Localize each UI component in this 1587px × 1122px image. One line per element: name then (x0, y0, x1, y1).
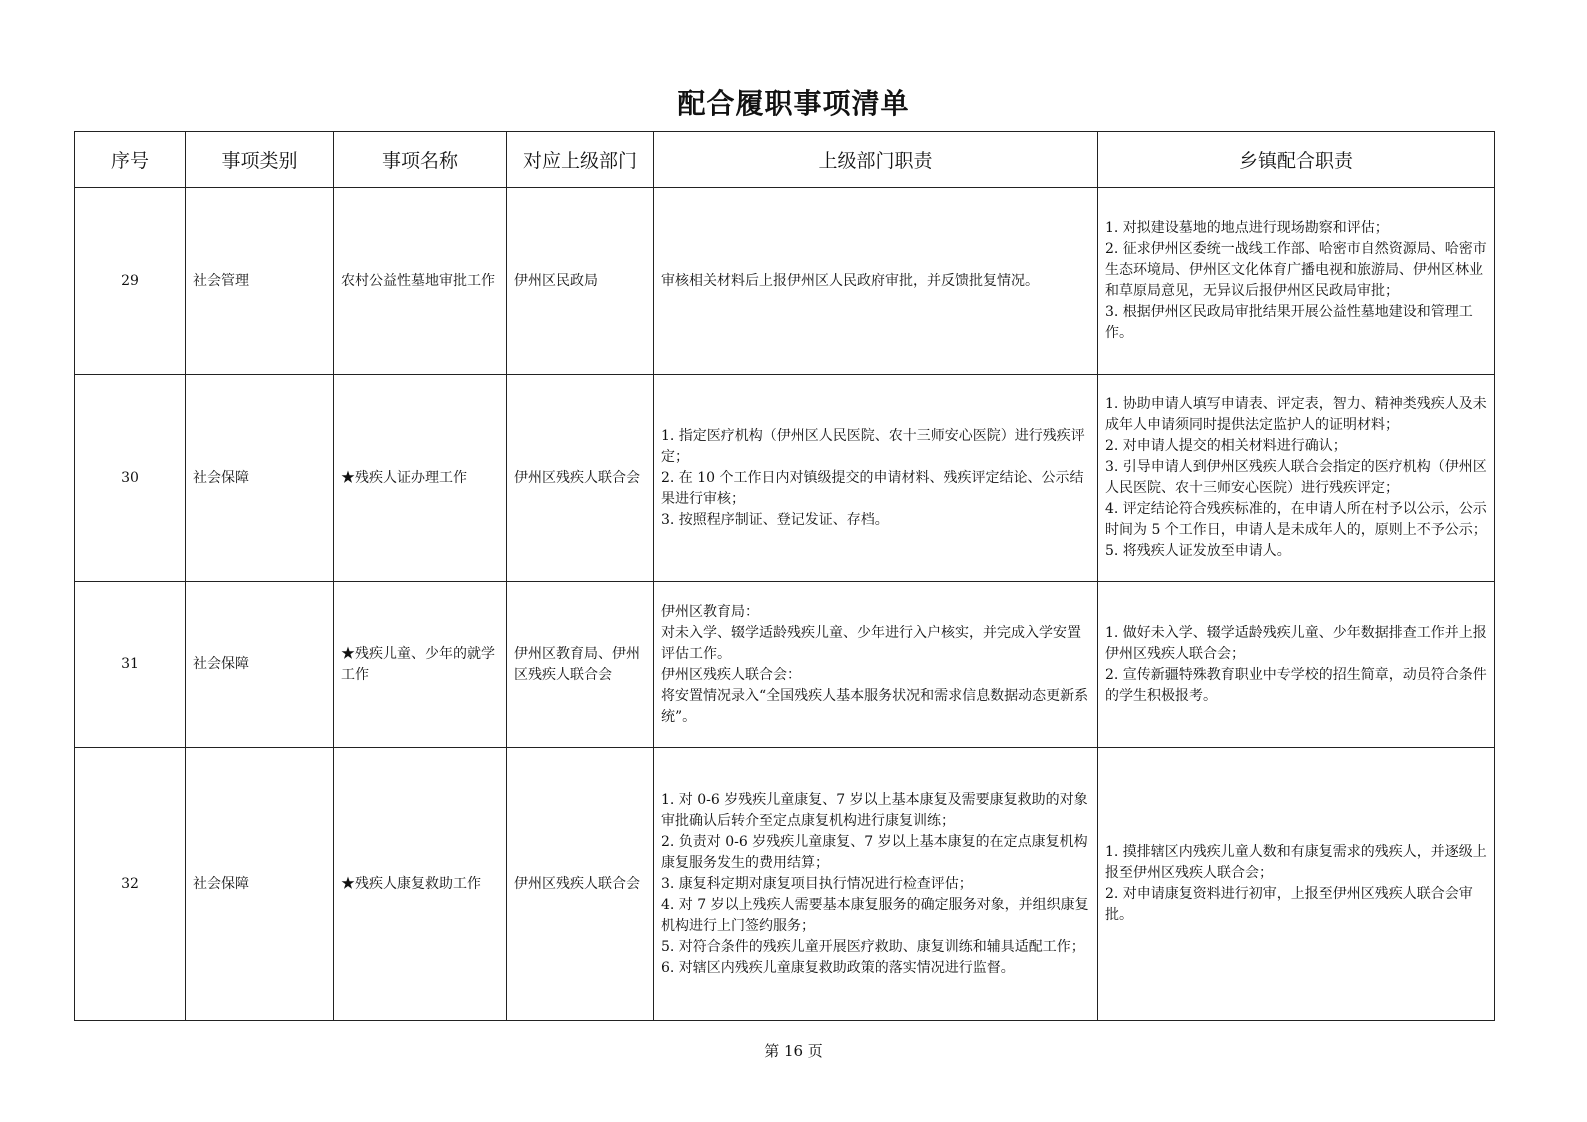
table-row (75, 188, 1495, 375)
duty-line: 2. 在 10 个工作日内对镇级提交的申请材料、残疾评定结论、公示结果进行审核； (661, 469, 1084, 507)
cell-upper-duty (654, 188, 1098, 375)
duty-line: 对未入学、辍学适龄残疾儿童、少年进行入户核实，并完成入学安置评估工作。 (661, 624, 1081, 662)
cell-no: 31 (75, 581, 186, 747)
cell-no: 30 (75, 375, 186, 581)
duty-line: 5. 将残疾人证发放至申请人。 (1105, 543, 1291, 560)
page-title: 配合履职事项清单 (677, 87, 910, 120)
cell-upper-duty (654, 748, 1098, 1021)
duty-line: 1. 摸排辖区内残疾儿童人数和有康复需求的残疾人，并逐级上报至伊州区残疾人联合会； (1105, 844, 1487, 882)
table-row (75, 581, 1495, 747)
header-town-duty: 乡镇配合职责 (1098, 132, 1495, 188)
cell-no: 29 (75, 188, 186, 375)
cell-category: 社会保障 (186, 375, 334, 581)
cell-upper-duty (654, 581, 1098, 747)
table-header-row (75, 132, 1495, 188)
duty-line: 伊州区残疾人联合会： (661, 666, 801, 683)
header-upper-duty: 上级部门职责 (654, 132, 1098, 188)
duty-line: 2. 宣传新疆特殊教育职业中专学校的招生简章，动员符合条件的学生积极报考。 (1105, 666, 1487, 704)
duty-line: 1. 指定医疗机构（伊州区人民医院、农十三师安心医院）进行残疾评定； (661, 427, 1085, 465)
cell-department: 伊州区残疾人联合会 (507, 748, 654, 1021)
duty-line: 2. 负责对 0-6 岁残疾儿童康复、7 岁以上基本康复的在定点康复机构康复服务发生的费用结算； (661, 833, 1088, 871)
duty-line: 伊州区教育局： (661, 603, 759, 620)
cell-town-duty (1098, 581, 1495, 747)
cell-category: 社会保障 (186, 748, 334, 1021)
duty-line: 1. 协助申请人填写申请表、评定表，智力、精神类残疾人及未成年人申请须同时提供法定监护人的证明材料； (1105, 396, 1487, 434)
cell-department: 伊州区残疾人联合会 (507, 375, 654, 581)
duty-line: 1. 对 0-6 岁残疾儿童康复、7 岁以上基本康复及需要康复救助的对象审批确认后转介至定点康复机构进行康复训练； (661, 791, 1088, 829)
cell-item-name: 农村公益性墓地审批工作 (334, 188, 507, 375)
duty-line: 6. 对辖区内残疾儿童康复救助政策的落实情况进行监督。 (661, 959, 1015, 976)
duty-line: 将安置情况录入“全国残疾人基本服务状况和需求信息数据动态更新系统”。 (661, 687, 1089, 725)
duty-line: 4. 对 7 岁以上残疾人需要基本康复服务的确定服务对象，并组织康复机构进行上门签约服务； (661, 896, 1089, 934)
cell-upper-duty (654, 375, 1098, 581)
duty-line: 2. 对申请人提交的相关材料进行确认； (1105, 438, 1347, 455)
duty-line: 2. 征求伊州区委统一战线工作部、哈密市自然资源局、哈密市生态环境局、伊州区文化体育广播电视和旅游局、伊州区林业和草原局意见，无异议后报伊州区民政局审批； (1105, 241, 1487, 300)
cell-department: 伊州区民政局 (507, 188, 654, 375)
cell-category: 社会管理 (186, 188, 334, 375)
header-item-name: 事项名称 (334, 132, 507, 188)
cell-town-duty (1098, 375, 1495, 581)
cell-item-name: ★残疾人康复救助工作 (334, 748, 507, 1021)
duty-line: 审核相关材料后上报伊州区人民政府审批，并反馈批复情况。 (661, 272, 1039, 289)
table-row (75, 375, 1495, 581)
duty-line: 3. 引导申请人到伊州区残疾人联合会指定的医疗机构（伊州区人民医院、农十三师安心医院）进行残疾评定； (1105, 459, 1487, 497)
duty-table (74, 131, 1495, 1021)
duty-line: 2. 对申请康复资料进行初审，上报至伊州区残疾人联合会审批。 (1105, 886, 1473, 924)
duty-line: 1. 做好未入学、辍学适龄残疾儿童、少年数据排查工作并上报伊州区残疾人联合会； (1105, 624, 1487, 662)
cell-no: 32 (75, 748, 186, 1021)
cell-category: 社会保障 (186, 581, 334, 747)
cell-town-duty (1098, 188, 1495, 375)
cell-item-name: ★残疾儿童、少年的就学工作 (334, 581, 507, 747)
cell-item-name: ★残疾人证办理工作 (334, 375, 507, 581)
duty-line: 3. 按照程序制证、登记发证、存档。 (661, 511, 889, 528)
cell-town-duty (1098, 748, 1495, 1021)
header-no: 序号 (75, 132, 186, 188)
duty-line: 1. 对拟建设墓地的地点进行现场勘察和评估； (1105, 220, 1389, 237)
cell-department: 伊州区教育局、伊州区残疾人联合会 (507, 581, 654, 747)
header-category: 事项类别 (186, 132, 334, 188)
header-department: 对应上级部门 (507, 132, 654, 188)
duty-line: 3. 康复科定期对康复项目执行情况进行检查评估； (661, 875, 973, 892)
duty-line: 4. 评定结论符合残疾标准的，在申请人所在村予以公示，公示时间为 5 个工作日，申请人是未成年人的，原则上不予公示； (1105, 501, 1487, 539)
page-number: 第 16 页 (764, 1042, 823, 1060)
table-row (75, 748, 1495, 1021)
duty-line: 5. 对符合条件的残疾儿童开展医疗救助、康复训练和辅具适配工作； (661, 938, 1085, 955)
duty-line: 3. 根据伊州区民政局审批结果开展公益性墓地建设和管理工作。 (1105, 304, 1473, 342)
